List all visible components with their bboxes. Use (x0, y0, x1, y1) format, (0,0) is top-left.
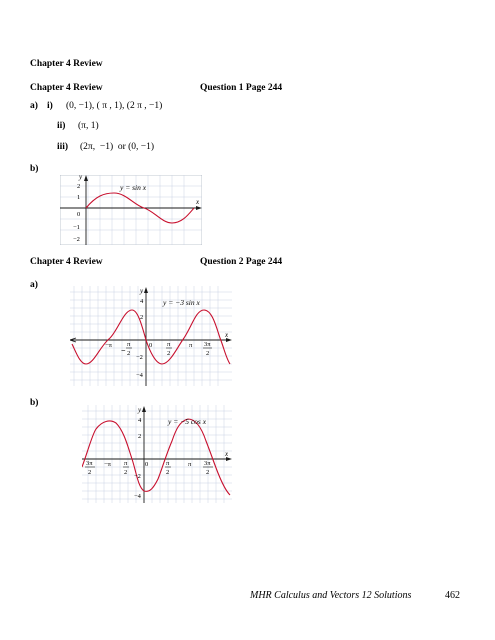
graph-neg5cos-ytick-neg2: −2 (134, 473, 141, 480)
graph-neg3sin-xtick-pi: π (189, 342, 193, 349)
graph-neg3sin-xtick-three-half-num: 3π (204, 341, 211, 348)
graph-neg3sin-xtick-neg-half-den: 2 (127, 350, 131, 357)
graph-neg3sin-ytick-neg2: −2 (136, 354, 143, 361)
graph-neg3sin (70, 286, 232, 386)
graph-neg5cos-x-axis-label: x (225, 450, 229, 458)
graph-neg5cos-xtick-neg-three-half-num: 3π (86, 460, 93, 467)
q1-part-i-answer: (0, −1), ( π , 1), (2 π , −1) (66, 101, 163, 111)
graph-neg5cos-xtick-neg-pi: −π (104, 461, 111, 468)
graph-neg5cos-ytick-neg4: −4 (134, 493, 141, 500)
graph-sin-ytick-0: 0 (77, 211, 81, 218)
graph-neg3sin-xtick-neg-half-sign: − (121, 346, 126, 355)
graph-neg5cos-y-axis-label: y (138, 406, 142, 414)
graph-neg3sin-y-axis-label: y (140, 287, 144, 295)
graph-neg3sin-origin: 0 (149, 342, 153, 349)
graph-sin-equation: y = sin x (120, 183, 147, 192)
q1-part-ii-label: ii) (57, 121, 66, 131)
graph-sin-ytick-1: 1 (77, 194, 81, 201)
q2-question-label: Question 2 Page 244 (200, 257, 283, 267)
page-title: Chapter 4 Review (30, 59, 103, 69)
graph-neg3sin-ytick-neg4: −4 (136, 372, 143, 379)
graph-sin-x-axis-label: x (196, 198, 200, 206)
graph-sin-ytick-neg2: −2 (73, 236, 80, 243)
graph-neg5cos-xtick-three-half-den: 2 (206, 469, 210, 476)
q1-part-i-label: i) (47, 101, 53, 111)
graph-neg5cos-xtick-neg-three-half-den: 2 (88, 469, 92, 476)
graph-sin-y-axis-label: y (79, 175, 83, 181)
graph-neg5cos-origin: 0 (145, 461, 149, 468)
footer-page-number: 462 (445, 590, 460, 601)
graph-neg5cos-ytick-4: 4 (138, 417, 142, 424)
graph-sin-ytick-2: 2 (77, 183, 81, 190)
graph-neg3sin-ytick-2: 2 (140, 314, 144, 321)
graph-neg3sin-xtick-three-half-den: 2 (206, 350, 210, 357)
graph-sin-ytick-neg1: −1 (73, 224, 80, 231)
graph-neg5cos (82, 405, 232, 503)
graph-neg3sin-xtick-half-num: π (167, 341, 171, 348)
graph-neg3sin-equation: y = −3 sin x (163, 298, 200, 307)
footer-book-title: MHR Calculus and Vectors 12 Solutions (250, 590, 412, 601)
graph-neg3sin-x-axis-label: x (225, 331, 229, 339)
graph-neg5cos-ytick-2: 2 (138, 433, 142, 440)
graph-neg5cos-xtick-three-half-num: 3π (204, 460, 211, 467)
graph-neg5cos-equation: y = −5 cos x (168, 417, 207, 426)
q2-part-a-label: a) (30, 280, 38, 290)
graph-neg5cos-xtick-neg-half-den: 2 (124, 469, 128, 476)
graph-neg5cos-xtick-half-den: 2 (166, 469, 170, 476)
q1-part-a-label: a) (30, 101, 38, 111)
q1-chapter-label: Chapter 4 Review (30, 83, 103, 93)
graph-sin (60, 175, 202, 245)
q1-part-b-label: b) (30, 164, 39, 174)
q1-part-iii-answer: (2π, −1) or (0, −1) (80, 142, 155, 152)
graph-neg3sin-xtick-neg-pi: −π (105, 342, 112, 349)
graph-neg3sin-ytick-4: 4 (140, 298, 144, 305)
q2-chapter-label: Chapter 4 Review (30, 257, 103, 267)
graph-neg5cos-xtick-half-num: π (166, 460, 170, 467)
q1-part-iii-label: iii) (57, 142, 69, 152)
graph-neg5cos-xtick-pi: π (188, 461, 192, 468)
q1-question-label: Question 1 Page 244 (200, 83, 283, 93)
graph-neg3sin-xtick-neg-half-num: π (127, 341, 131, 348)
graph-neg3sin-xtick-half-den: 2 (167, 350, 171, 357)
q1-part-ii-answer: (π, 1) (78, 121, 99, 131)
graph-neg5cos-xtick-neg-half-num: π (124, 460, 128, 467)
q2-part-b-label: b) (30, 398, 39, 408)
